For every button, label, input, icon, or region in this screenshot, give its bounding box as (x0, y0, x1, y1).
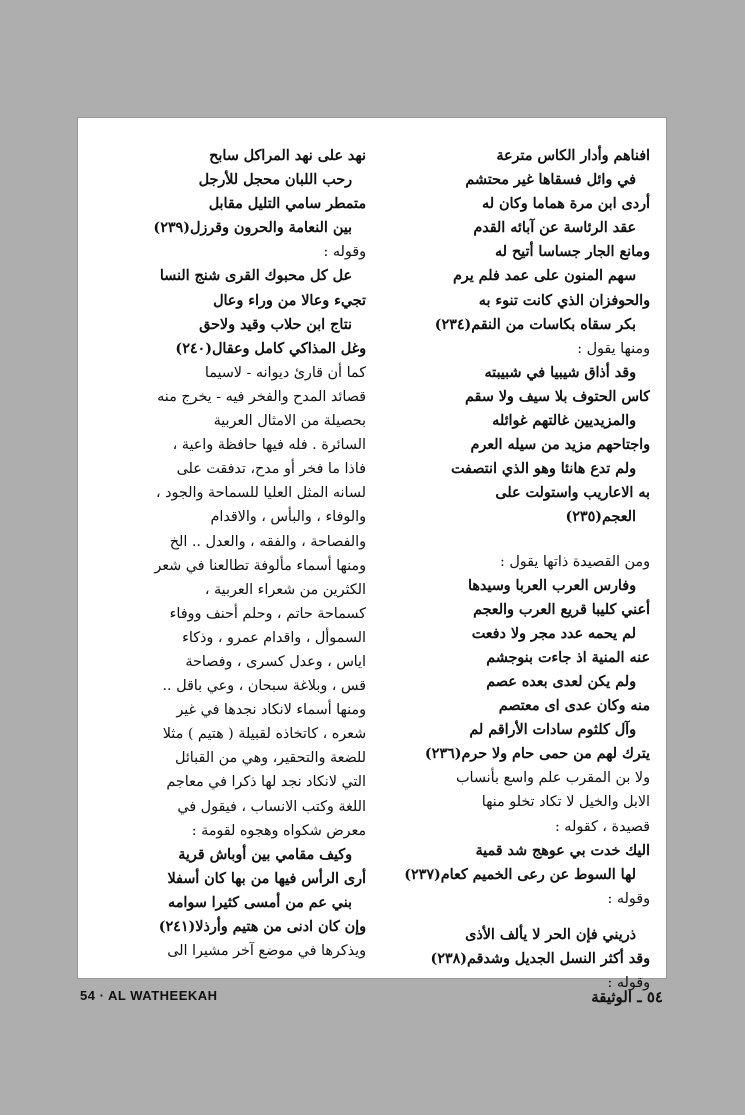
text-line: رحب اللبان محجل للأرجل (198, 172, 352, 189)
text-line: كما أن قارئ ديوانه - لاسيما (204, 364, 366, 381)
text-line: معرض شكواه وهجوه لقومة : (191, 822, 366, 839)
right-text-column (386, 144, 650, 995)
text-line: قصيدة ، كقوله : (554, 818, 650, 835)
text-line: والوفاء ، والبأس ، والاقدام (210, 509, 366, 526)
text-line: بحصيلة من الامثال العربية (213, 413, 366, 430)
text-line: فاذا ما فخر أو مدح، تدفقت على (176, 461, 366, 478)
text-line: بين النعامة والحرون وقرزل(٢٣٩) (153, 220, 352, 237)
text-line: السائرة . فله فيها حافظة واعية ، (172, 437, 366, 454)
text-line: تجيء وعالا من وراء وعال (213, 292, 366, 309)
text-line: ومنها يقول : (577, 340, 650, 357)
text-line: عل كل محبوك القرى شنج النسا (159, 268, 352, 285)
text-line: ولم تدع هانئا وهو الذي انتصفت (450, 461, 636, 478)
text-line: والحوفزان الذي كانت تنوء به (478, 292, 650, 309)
text-line: وفارس العرب العربا وسيدها (467, 577, 636, 594)
text-line: والفصاحة ، والفقه ، والعدل .. الخ (169, 533, 366, 550)
text-line: عقد الرئاسة عن آبائه القدم (473, 220, 636, 237)
text-line: وقد أذاق شيبيا في شبيبته (484, 364, 636, 381)
text-line: ومانع الجار جساسا أتيح له (494, 244, 650, 261)
text-line: أردى ابن مرة هماما وكان له (482, 196, 650, 213)
text-line: واجتاحهم مزيد من سيله العرم (470, 437, 650, 454)
text-line: ولا بن المقرب علم واسع بأنساب (456, 770, 650, 787)
text-line: ذريني فإن الحر لا يألف الأذى (465, 926, 636, 943)
text-line: السموأل ، واقدام عمرو ، وذكاء (182, 629, 366, 646)
text-line: شعره ، كاتخاذه لقبيلة ( هتيم ) مثلا (162, 726, 366, 743)
text-line: نهد على نهد المراكل سابح (209, 148, 366, 164)
text-line: ويذكرها في موضع آخر مشيرا الى (167, 943, 366, 960)
text-line: لها السوط عن رعى الخميم كعام(٢٣٧) (404, 866, 636, 883)
text-line: العجم(٢٣٥) (565, 509, 636, 526)
text-line: اياس ، وعدل كسرى ، وفصاحة (185, 653, 366, 670)
text-line: بكر سقاه بكاسات من النقم(٢٣٤) (434, 316, 636, 333)
text-line: نتاج ابن حلاب وقيد ولاحق (199, 316, 352, 333)
text-line: قس ، وبلاغة سبحان ، وعي باقل .. (162, 678, 366, 695)
text-line: التي لانكاد نجد لها ذكرا في معاجم (166, 774, 366, 791)
text-line: بني عم من أمسى كثيرا سوامه (168, 894, 352, 911)
text-line: وقد أكثر النسل الجديل وشدقم(٢٣٨) (430, 951, 650, 967)
text-line: وإن كان ادنى من هتيم وأرذلا(٢٤١) (158, 919, 366, 935)
footer-page-label-latin: 54 · AL WATHEEKAH (80, 988, 218, 1003)
text-line: الكثرين من شعراء العربية ، (204, 581, 366, 598)
text-line: أرى الرأس فيها من بها كان أسفلا (167, 870, 366, 887)
text-line: به الاعاريب واستولت على (495, 485, 650, 502)
text-line: ومن القصيدة ذاتها يقول : (500, 553, 650, 570)
text-line: ولم يكن لعدى بعده عصم (486, 673, 636, 690)
text-line: والمزيديين غالتهم غوائله (492, 413, 636, 430)
text-line: أعني كليبا قريع العرب والعجم (473, 601, 650, 618)
text-line: يترك لهم من حمى حام ولا حرم(٢٣٦) (424, 746, 650, 763)
text-line: وآل كلثوم سادات الأراقم لم (469, 722, 636, 739)
footer-page-label-arabic: ٥٤ ـ الوثيقة (591, 988, 663, 1006)
text-line: لسانه المثل العليا للسماحة والجود ، (156, 485, 366, 502)
text-line: وقوله : (607, 975, 650, 992)
text-line: كسماحة حاتم ، وحلم أحنف ووفاء (169, 605, 366, 622)
text-line: وقوله : (607, 890, 650, 907)
text-line: وكيف مقامي بين أوباش قرية (178, 846, 352, 863)
text-line: وقوله : (323, 244, 366, 261)
text-line: ومنها أسماء لانكاد نجدها في غير (176, 702, 366, 719)
text-line: افناهم وأدار الكاس مترعة (496, 148, 650, 164)
text-line: في وائل فسقاها غير محتشم (465, 172, 636, 189)
text-line: للضعة والتحقير، وهي من القبائل (175, 750, 366, 767)
text-line: وغل المذاكي كامل وعقال(٢٤٠) (175, 340, 366, 357)
text-line: اليك خدت بي عوهج شد قمية (475, 842, 650, 859)
text-line: سهم المنون على عمد فلم يرم (452, 268, 636, 285)
text-line: متمطر سامي التليل مقابل (208, 196, 366, 213)
text-line: منه وكان عدى اى معتصم (498, 698, 650, 715)
left-text-column (100, 144, 366, 963)
page-frame (78, 118, 666, 992)
text-line: قصائد المدح والفخر فيه - يخرج منه (157, 388, 366, 405)
text-line: الابل والخيل لا تكاد تخلو منها (481, 794, 650, 811)
text-line: كاس الحتوف بلا سيف ولا سقم (465, 388, 650, 405)
text-line: لم يحمه عدد مجر ولا دفعت (471, 625, 636, 642)
text-line: ومنها أسماء مألوفة تطالعنا في شعر (154, 557, 366, 574)
text-line: عنه المنية اذ جاءت بنوجشم (486, 649, 650, 666)
text-line: اللغة وكتب الانساب ، فيقول في (177, 798, 366, 815)
